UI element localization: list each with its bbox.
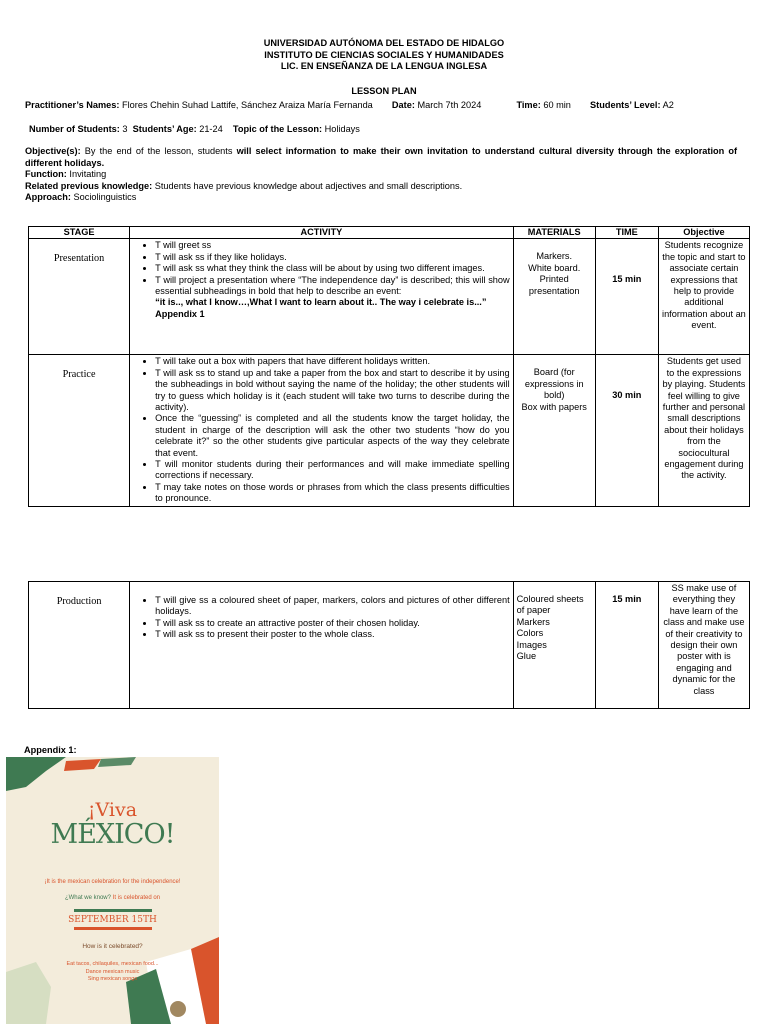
header-objective: Objective bbox=[658, 227, 749, 239]
objective-line bbox=[25, 146, 737, 169]
objective-intro: By the end of the lesson, students bbox=[84, 146, 233, 156]
lesson-table bbox=[28, 226, 750, 507]
list-item: • T will give ss a coloured sheet of paper, markers, colors and pictures of other different holidays. bbox=[155, 595, 510, 618]
knowledge-value: Students have previous knowledge about adjectives and small descriptions. bbox=[154, 180, 463, 191]
materials-production bbox=[513, 582, 595, 709]
list-item bbox=[155, 275, 510, 321]
materials-presentation bbox=[513, 239, 595, 355]
activity-text: T will project a presentation where “The independence day” is described; this will show essential subheadings in bold that help to describe an event: bbox=[155, 274, 510, 297]
stage-practice: Practice bbox=[29, 355, 130, 506]
practitioner-label: Practitioner’s Names: bbox=[25, 100, 120, 110]
stage-production: Production bbox=[29, 582, 130, 709]
objectives-block bbox=[25, 146, 737, 204]
material-item: Colors bbox=[516, 628, 544, 639]
function-line bbox=[25, 169, 737, 181]
topic-label: Topic of the Lesson: bbox=[232, 124, 323, 134]
university-name: UNIVERSIDAD AUTÓNOMA DEL ESTADO DE HIDALGO bbox=[263, 38, 505, 48]
header-activity: ACTIVITY bbox=[130, 227, 514, 239]
poster-mexico-text: MÉXICO! bbox=[50, 819, 175, 850]
header-time: TIME bbox=[595, 227, 658, 239]
header-stage: STAGE bbox=[29, 227, 130, 239]
function-value: Invitating bbox=[69, 169, 107, 180]
objective-presentation: Students recognize the topic and start to associate certain expressions that help to provide additional information about an event. bbox=[658, 239, 749, 355]
poster-activities bbox=[6, 961, 219, 984]
objective-label: Objective(s): bbox=[25, 146, 81, 156]
material-item: Board (for expressions in bold) bbox=[524, 367, 584, 401]
objective-practice: Students get used to the expressions by playing. Students feel willing to give further and personal small descriptions about their holidays from the sociocultural engagement during the activity. bbox=[658, 355, 749, 506]
date-bar-green bbox=[74, 909, 152, 912]
activity-practice bbox=[130, 355, 514, 506]
red-brush-top bbox=[64, 759, 101, 771]
table-header-row bbox=[29, 227, 750, 239]
time-value: 60 min bbox=[543, 100, 571, 110]
list-item: • T will take out a box with papers that have different holidays written. bbox=[155, 356, 510, 367]
poster-know bbox=[6, 895, 219, 901]
poster-mexico bbox=[6, 819, 219, 850]
appendix-label: Appendix 1: bbox=[24, 745, 77, 755]
institute-name: INSTITUTO DE CIENCIAS SOCIALES Y HUMANIDADES bbox=[264, 49, 504, 60]
list-item: • T will ask ss to create an attractive poster of their chosen holiday. bbox=[155, 618, 510, 629]
poster-viva: ¡Viva bbox=[87, 799, 138, 821]
list-item: • Once the “guessing” is completed and all the students know the target holiday, the student in charge of the description will ask the other two students “how do you celebrate it?” so the other students give particular aspects of the way they celebrate that event. bbox=[155, 413, 510, 459]
info-row-students bbox=[29, 124, 360, 136]
info-row-practitioners bbox=[25, 100, 745, 112]
list-item: • T will ask ss what they think the class will be about by using two different images. bbox=[155, 263, 510, 274]
function-label: Function: bbox=[25, 169, 67, 180]
table-row-practice bbox=[29, 355, 750, 506]
material-item: White board. bbox=[528, 262, 581, 273]
green-brush-top-right bbox=[98, 757, 136, 767]
list-item: • T will monitor students during their performances and will make immediate spelling corrections if necessary. bbox=[155, 459, 510, 482]
approach-line bbox=[25, 192, 737, 204]
flag-emblem bbox=[170, 1001, 186, 1017]
list-item: • T will ask ss to present their poster to the whole class. bbox=[155, 629, 510, 640]
time-production: 15 min bbox=[595, 582, 658, 709]
poster-know-question: ¿What we know? bbox=[64, 895, 111, 901]
material-item: Box with papers bbox=[521, 401, 587, 412]
list-item: • T will ask ss to stand up and take a paper from the box and start to describe it by using the subheadings in bold without saying the name of the holiday; the other students will try to guess which holiday is it (each student will take two turns to describe during the activity). bbox=[155, 368, 510, 414]
list-item: • T will greet ss bbox=[155, 240, 510, 251]
header-materials: MATERIALS bbox=[513, 227, 595, 239]
num-students-value: 3 bbox=[122, 124, 128, 134]
material-item: Images bbox=[516, 639, 547, 650]
material-item: Printed presentation bbox=[528, 274, 580, 296]
objective-text: will select information to make their own invitation to understand cultural diversity through the exploration of different holidays. bbox=[25, 146, 738, 168]
knowledge-line bbox=[25, 181, 737, 193]
date-bar-red bbox=[74, 927, 152, 930]
poster-date: SEPTEMBER 15TH bbox=[68, 915, 157, 925]
stage-presentation: Presentation bbox=[29, 239, 130, 355]
document-header bbox=[0, 38, 768, 73]
approach-label: Approach: bbox=[25, 192, 71, 203]
activity-presentation bbox=[130, 239, 514, 355]
poster-subtitle: ¡It is the mexican celebration for the independence! bbox=[44, 879, 181, 885]
poster-know-answer: It is celebrated on bbox=[112, 895, 161, 901]
poster-line: Eat tacos, chilaquiles, mexican food... bbox=[66, 961, 159, 967]
materials-practice bbox=[513, 355, 595, 506]
knowledge-label: Related previous knowledge: bbox=[25, 180, 153, 191]
material-item: Glue bbox=[516, 651, 537, 662]
poster-line: Sing mexican songs bbox=[87, 976, 138, 982]
poster-line: Dance mexican music bbox=[85, 968, 140, 975]
topic-value: Holidays bbox=[324, 124, 360, 134]
level-value: A2 bbox=[662, 100, 674, 110]
lesson-plan-title: LESSON PLAN bbox=[351, 86, 417, 96]
num-students-label: Number of Students: bbox=[29, 124, 120, 134]
time-practice: 30 min bbox=[595, 355, 658, 506]
table-row-production bbox=[29, 582, 750, 709]
objective-production: SS make use of everything they have learn of the class and make use of their creativity to design their own poster with is engaging and dynamic for the class bbox=[658, 582, 749, 709]
appendix-poster-image bbox=[6, 757, 219, 1024]
poster-decoration bbox=[6, 757, 219, 1024]
table-row-presentation bbox=[29, 239, 750, 355]
list-item: • T will ask ss if they like holidays. bbox=[155, 252, 510, 263]
activity-bold-phrases: “it is.., what I know…,What I want to learn about it.. The way i celebrate is...” bbox=[155, 297, 487, 308]
level-label: Students’ Level: bbox=[590, 100, 661, 110]
age-label: Students’ Age: bbox=[132, 124, 197, 134]
program-name: LIC. EN ENSEÑANZA DE LA LENGUA INGLESA bbox=[280, 61, 488, 72]
time-presentation: 15 min bbox=[595, 239, 658, 355]
age-value: 21-24 bbox=[199, 124, 223, 134]
time-label: Time: bbox=[516, 100, 541, 110]
production-table bbox=[28, 581, 750, 709]
list-item: • T may take notes on those words or phrases from which the class presents difficulties to pronounce. bbox=[155, 482, 510, 505]
material-item: Markers. bbox=[536, 251, 573, 262]
date-value: March 7th 2024 bbox=[417, 100, 482, 110]
green-brush-top-left bbox=[6, 757, 66, 791]
poster-how: How is it celebrated? bbox=[82, 943, 143, 950]
approach-value: Sociolinguistics bbox=[73, 192, 137, 203]
material-item: Coloured sheets of paper bbox=[516, 594, 584, 616]
appendix-reference: Appendix 1 bbox=[155, 308, 205, 319]
date-label: Date: bbox=[391, 100, 415, 110]
activity-production bbox=[130, 582, 514, 709]
material-item: Markers bbox=[516, 616, 550, 627]
practitioner-names: Flores Chehin Suhad Lattife, Sánchez Araiza María Fernanda bbox=[122, 100, 373, 110]
